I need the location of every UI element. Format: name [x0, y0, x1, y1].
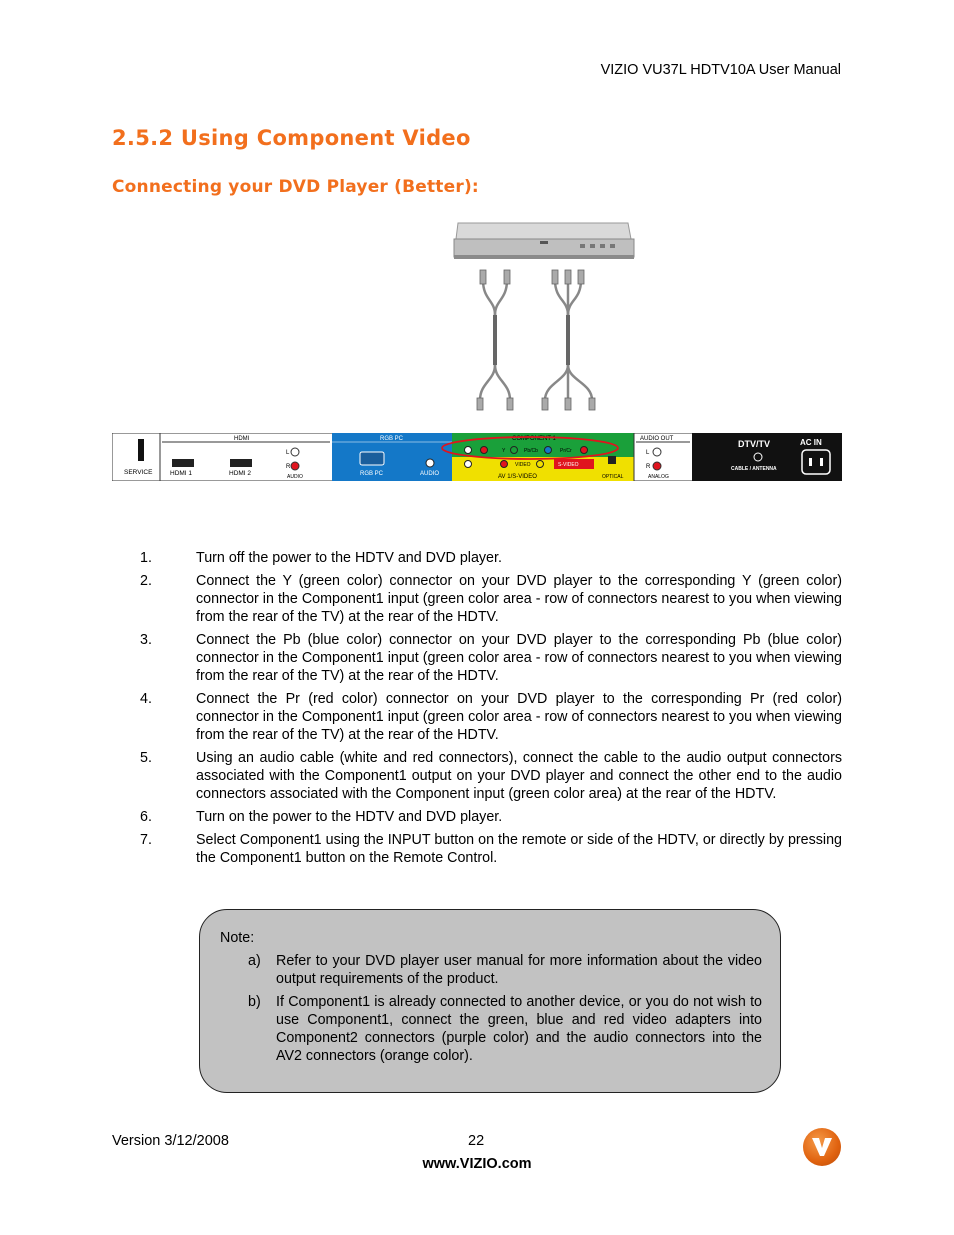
- list-item: 7. Select Component1 using the INPUT button on the remote or side of the HDTV, or directly by pressing the Component1 button on the Remote Control.: [140, 832, 842, 866]
- service-label: SERVICE: [124, 469, 153, 476]
- dvd-player-icon: [454, 223, 634, 259]
- note-list: [248, 952, 762, 1070]
- cable-antenna-label: CABLE / ANTENNA: [731, 466, 777, 472]
- hdmi-audio-label: AUDIO: [287, 474, 303, 480]
- cable-left: [480, 280, 510, 400]
- dtv-label: DTV/TV: [738, 439, 771, 449]
- power-socket-icon: [802, 450, 830, 474]
- hdmi2-port: [230, 459, 252, 467]
- component-pb-label: Pb/Cb: [524, 448, 538, 454]
- vizio-logo-icon: [803, 1128, 841, 1166]
- manual-header-title: VIZIO VU37L HDTV10A User Manual: [600, 62, 841, 78]
- step-list: [140, 549, 842, 872]
- list-item: 5. Using an audio cable (white and red connectors), connect the cable to the audio output connectors associated with the Component1 output on your DVD player and connect the other end to the audio connectors associated with the Component input (green color area) at the rear of the HDTV.: [140, 750, 842, 802]
- list-item: 3. Connect the Pb (blue color) connector on your DVD player to the corresponding Pb (blue color) connector in the Component1 input (green color area - row of connectors nearest to you when viewing from the rear of the TV) at the rear of the HDTV.: [140, 632, 842, 684]
- subsection-title: Connecting your DVD Player (Better):: [112, 177, 479, 197]
- tv-rear-panel: [112, 433, 842, 481]
- section-title: 2.5.2 Using Component Video: [112, 126, 471, 150]
- note-title: Note:: [220, 930, 255, 946]
- rgb-audio-label: AUDIO: [420, 471, 440, 477]
- hdmi1-port: [172, 459, 194, 467]
- cable-right: [545, 280, 592, 400]
- av-svideo-label: S-VIDEO: [558, 462, 579, 468]
- page-number: 22: [468, 1133, 485, 1149]
- footer-url: www.VIZIO.com: [422, 1156, 532, 1172]
- audio-out-label: AUDIO OUT: [640, 436, 674, 442]
- component-y-label: Y: [502, 448, 506, 454]
- list-item: 2. Connect the Y (green color) connector on your DVD player to the corresponding Y (green color) connector in the Component1 input (green color area - row of connectors nearest to you when viewing from the rear of the TV) at the rear of the HDTV.: [140, 573, 842, 625]
- hdmi1-label: HDMI 1: [170, 470, 193, 477]
- analog-label: ANALOG: [648, 474, 669, 480]
- av1-label: AV 1/S-VIDEO: [498, 474, 537, 480]
- component1-label: COMPONENT 1: [512, 436, 556, 442]
- service-port: [138, 439, 144, 461]
- footer-version: Version 3/12/2008: [112, 1133, 229, 1149]
- note-item: a) Refer to your DVD player user manual for more information about the video output requirements of the product.: [248, 953, 762, 987]
- audio-out-r-label: R: [646, 464, 651, 470]
- rgb-pc-header: RGB PC: [380, 436, 404, 442]
- hdmi-audio-l-label: L: [286, 450, 290, 456]
- hdmi2-label: HDMI 2: [229, 470, 252, 477]
- list-item: 1. Turn off the power to the HDTV and DVD player.: [140, 550, 502, 566]
- component-pr-label: Pr/Cr: [560, 448, 572, 454]
- rgb-pc-label: RGB PC: [360, 471, 384, 477]
- list-item: 4. Connect the Pr (red color) connector on your DVD player to the corresponding Pr (red color) connector in the Component1 input (green color area - row of connectors nearest to you when viewing from the rear of the TV) at the rear of the HDTV.: [140, 691, 842, 743]
- ac-in-label: AC IN: [800, 438, 822, 447]
- av-video-label: VIDEO: [515, 462, 531, 468]
- optical-label: OPTICAL: [602, 474, 624, 480]
- note-item: b) If Component1 is already connected to another device, or you do not wish to use Component1, connect the green, blue and red video adapters into Component2 connectors (purple color) and the audio connectors into the AV2 connectors (orange color).: [248, 994, 762, 1064]
- list-item: 6. Turn on the power to the HDTV and DVD player.: [140, 809, 503, 825]
- note-box: [199, 909, 781, 1093]
- dvd-cables-illustration: [440, 215, 640, 415]
- audio-out-l-label: L: [646, 450, 650, 456]
- hdmi-label: HDMI: [234, 436, 250, 442]
- hdmi-audio-r-label: R: [286, 464, 291, 470]
